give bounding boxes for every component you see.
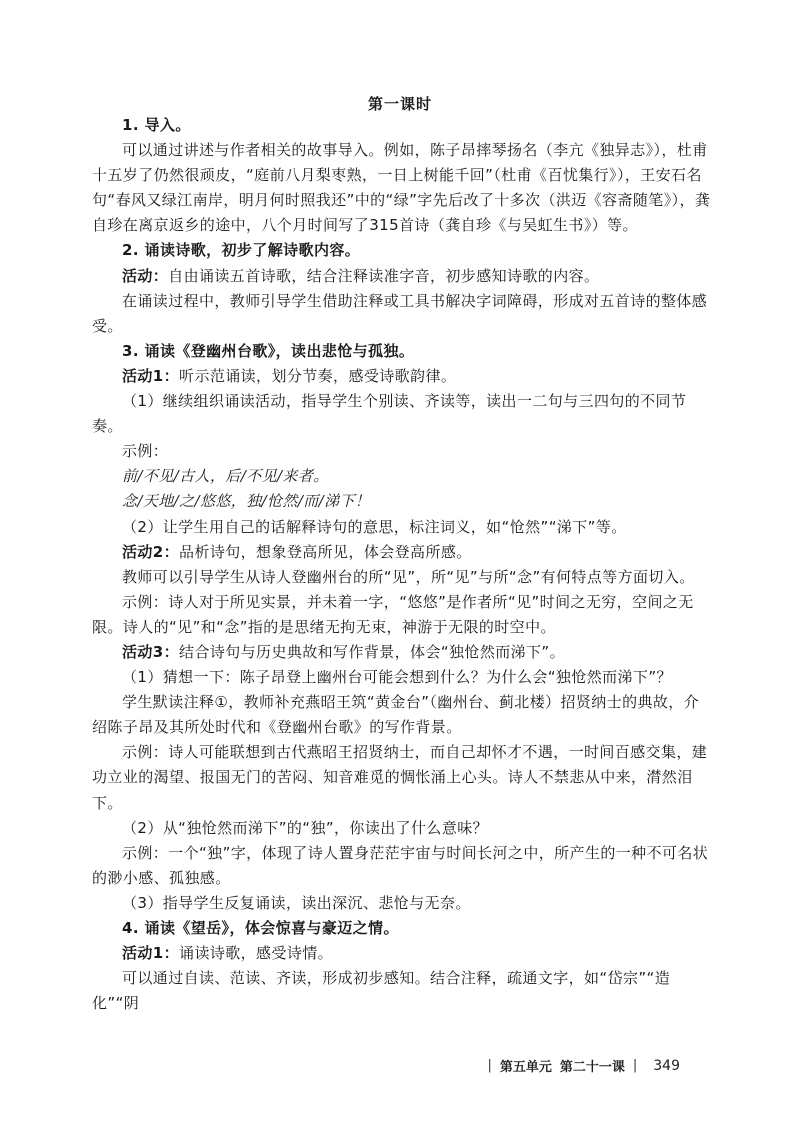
page-number: 349 <box>653 1057 680 1074</box>
paragraph-text: 学生默读注释①，教师补充燕昭王筑“黄金台”（幽州台、蓟北楼）招贤纳士的典故，介绍陈子昂及其所处时代和《登幽州台歌》的写作背景。 <box>92 693 700 737</box>
paragraph-text: （1）猜想一下：陈子昂登上幽州台可能会想到什么？为什么会“独怆然而涕下”？ <box>122 668 672 687</box>
paragraph <box>92 289 712 339</box>
paragraph-text: 教师可以引导学生从诗人登幽州台的所“见”，所“见”与所“念”有何特点等方面切入。 <box>122 567 695 586</box>
paragraph-text: 示例： <box>122 442 169 461</box>
body-text <box>92 113 712 1016</box>
paragraph-text: 自由诵读五首诗歌，结合注释读准字音，初步感知诗歌的内容。 <box>168 266 600 285</box>
paragraph-text: 在诵读过程中，教师引导学生借助注释或工具书解决字词障碍，形成对五首诗的整体感受。 <box>92 291 708 335</box>
paragraph <box>92 665 712 690</box>
paragraph <box>92 941 712 966</box>
section-heading <box>92 238 712 263</box>
footer-lesson: 第二十一课 <box>559 1060 625 1075</box>
paragraph <box>92 439 712 464</box>
paragraph-text: （2）让学生用自己的话解释诗句的意思，标注词义，如“怆然”“涕下”等。 <box>122 517 627 536</box>
section-heading <box>92 339 712 364</box>
paragraph <box>92 464 712 489</box>
paragraph <box>92 640 712 665</box>
paragraph-text: 3. 诵读《登幽州台歌》，读出悲怆与孤独。 <box>122 341 415 360</box>
paragraph <box>92 489 712 514</box>
paragraph <box>92 690 712 740</box>
paragraph <box>92 138 712 238</box>
paragraph-text: 可以通过自读、范读、齐读，形成初步感知。结合注释，疏通文字，如“岱宗”“造化”“阴 <box>92 969 671 1013</box>
paragraph-text: 品析诗句，想象登高所见，体会登高所感。 <box>179 542 472 561</box>
page-title: 第一课时 <box>367 95 432 113</box>
paragraph <box>92 816 712 841</box>
paragraph-text: 结合诗句与历史典故和写作背景，体会“独怆然而涕下”。 <box>179 642 565 661</box>
paragraph-text: 前/不见/古人，后/不见/来者。 <box>122 467 329 486</box>
paragraph-text: 听示范诵读，划分节奏，感受诗歌韵律。 <box>179 366 457 385</box>
activity-label: 活动3： <box>122 642 180 661</box>
paragraph-text: 2. 诵读诗歌，初步了解诗歌内容。 <box>122 241 361 260</box>
activity-label: 活动2： <box>122 542 180 561</box>
paragraph <box>92 515 712 540</box>
paragraph <box>92 841 712 891</box>
paragraph-text: （2）从“独怆然而涕下”的“独”，你读出了什么意味？ <box>122 818 489 837</box>
paragraph <box>92 891 712 916</box>
footer-unit: 第五单元 <box>499 1060 552 1075</box>
section-heading <box>92 916 712 941</box>
paragraph <box>92 740 712 815</box>
paragraph-text: （3）指导学生反复诵读，读出深沉、悲怆与无奈。 <box>122 893 471 912</box>
activity-label: 活动1： <box>122 944 180 963</box>
paragraph <box>92 540 712 565</box>
activity-label: 活动： <box>122 266 169 285</box>
paragraph <box>92 364 712 389</box>
paragraph <box>92 565 712 590</box>
footer-divider: | <box>487 1058 492 1073</box>
activity-label: 活动1： <box>122 366 180 385</box>
paragraph-text: 4. 诵读《望岳》，体会惊喜与豪迈之情。 <box>122 919 399 937</box>
paragraph-text: 示例：诗人对于所见实景，并未着一字，“悠悠”是作者所“见”时间之无穷，空间之无限。诗人的“见”和“念”指的是思绪无拘无束，神游于无限的时空中。 <box>92 592 694 636</box>
paragraph-text: （1）继续组织诵读活动，指导学生个别读、齐读等，读出一二句与三四句的不同节奏。 <box>92 392 687 436</box>
paragraph <box>92 389 712 439</box>
page-footer <box>487 1056 680 1075</box>
paragraph <box>92 264 712 289</box>
paragraph <box>92 590 712 640</box>
paragraph <box>92 966 712 1016</box>
paragraph-text: 示例：一个“独”字，体现了诗人置身茫茫宇宙与时间长河之中，所产生的一种不可名状的渺小感、孤独感。 <box>92 843 709 887</box>
footer-divider: | <box>632 1058 638 1073</box>
paragraph-text: 诵读诗歌，感受诗情。 <box>179 944 334 963</box>
section-heading <box>92 113 712 138</box>
paragraph-text: 念/天地/之/悠悠，独/怆然/而/涕下！ <box>122 492 371 511</box>
paragraph-text: 示例：诗人可能联想到古代燕昭王招贤纳士，而自己却怀才不遇，一时间百感交集，建功立业的渴望、报国无门的苦闷、知音难觅的惆怅涌上心头。诗人不禁悲从中来，潸然泪下。 <box>92 743 708 812</box>
paragraph-text: 1. 导入。 <box>122 116 191 134</box>
paragraph-text: 可以通过讲述与作者相关的故事导入。例如，陈子昂摔琴扬名（李亢《独异志》），杜甫十五岁了仍然很顽皮，“庭前八月梨枣熟，一日上树能千回”（杜甫《百忧集行》），王安石名句“春风又绿江南岸，明月何时照我还”中的“绿”字先后改了十多次（洪迈《容斋随笔》），龚自珍在离京返乡的途中，八个月时间写了315首诗（龚自珍《与吴虹生书》）等。 <box>92 141 711 235</box>
